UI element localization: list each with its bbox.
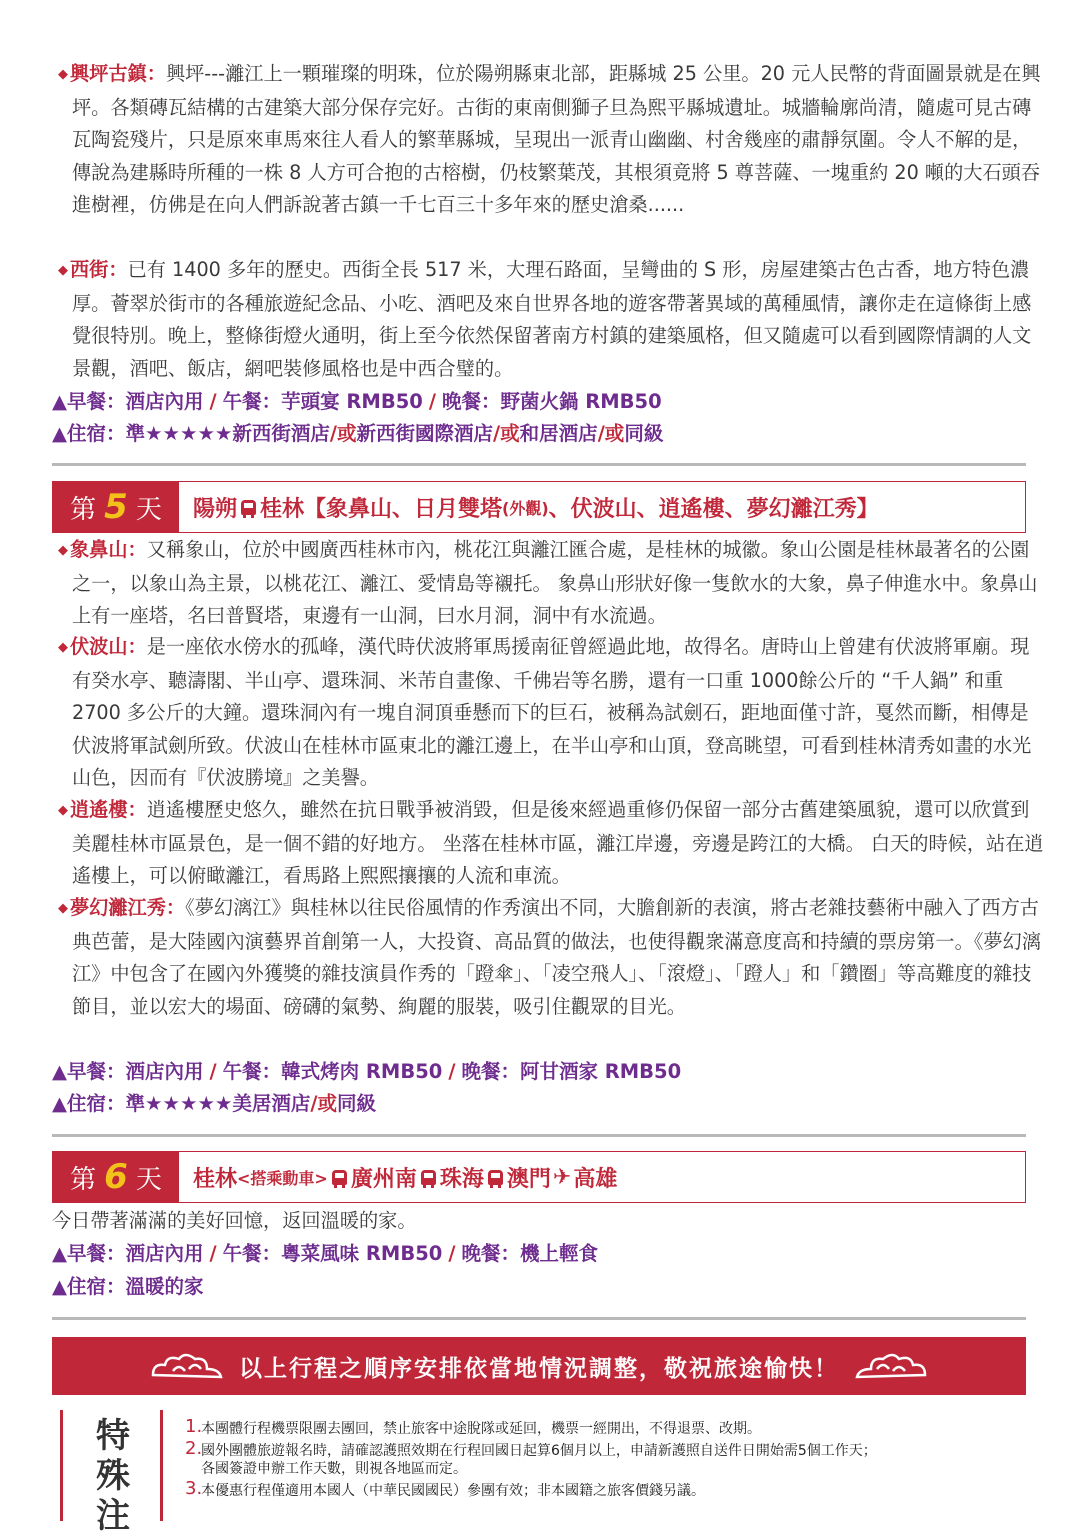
meal-dinner: 晚餐：機上輕食 — [461, 1242, 598, 1265]
day-5-header — [52, 481, 1026, 533]
bullet-diamond-icon: ◆ — [58, 901, 68, 916]
stay-or: /或 — [493, 422, 520, 445]
meals-day4: ▲早餐：酒店內用 / 午餐：芋頭宴 RMB50 / 晚餐：野菌火鍋 RMB50 — [52, 390, 662, 413]
divider — [52, 1317, 1026, 1320]
attraction-heading: 夢幻灕江秀： — [70, 896, 186, 919]
stay-day4 — [52, 418, 663, 446]
meal-dinner: 晚餐：阿甘酒家 RMB50 — [461, 1060, 682, 1083]
day-number: 6 — [104, 1157, 128, 1197]
attraction-text: 逍遙樓歷史悠久，雖然在抗日戰爭被消毀，但是後來經過重修仍保留一部分古舊建築風貌，還可以欣賞到美麗桂林市區景色，是一個不錯的好地方。 坐落在桂林市區，灕江岸邊，旁邊是跨江的大橋。 白天的時候，站在逍遙樓上，可以俯瞰灕江，看馬路上熙熙攘攘的人流和車流。 — [72, 798, 1044, 887]
special-notes-list — [185, 1416, 877, 1504]
route-stop: 桂林 — [193, 1166, 238, 1192]
item-number: 1. — [185, 1416, 203, 1437]
day-label-prefix: 第 — [70, 494, 97, 525]
stay-day5 — [52, 1088, 376, 1116]
attraction-xiaoyao — [52, 794, 1047, 893]
meal-dinner: 晚餐：野菌火鍋 RMB50 — [441, 390, 662, 413]
stay-hotel-alt: 和居酒店 — [519, 422, 598, 445]
meal-lunch: 午餐：韓式烤肉 RMB50 — [222, 1060, 443, 1083]
special-border-left — [60, 1410, 63, 1521]
attraction-xiangbi — [52, 534, 1047, 633]
special-border-mid — [160, 1410, 163, 1521]
route-stop: 桂林【象鼻山、日月雙塔 — [260, 496, 503, 522]
special-notes — [60, 1410, 1026, 1536]
bus-icon — [241, 500, 256, 515]
meal-breakfast: ▲早餐：酒店內用 — [52, 1060, 204, 1083]
meals-day6: ▲早餐：酒店內用 / 午餐：粵菜風味 RMB50 / 晚餐：機上輕食 — [52, 1242, 598, 1265]
attraction-xijie — [52, 254, 1047, 385]
day-6-note: 今日帶著滿滿的美好回憶，返回溫暖的家。 — [52, 1209, 417, 1232]
closing-banner — [52, 1337, 1026, 1395]
airplane-icon: ✈ — [552, 1164, 572, 1190]
day-6-header — [52, 1151, 1026, 1203]
item-number: 3. — [185, 1478, 203, 1499]
item-number: 2. — [185, 1438, 203, 1459]
stay-hotel-alt: 新西街國際酒店 — [356, 422, 494, 445]
bullet-diamond-icon: ◆ — [58, 263, 68, 278]
bus-icon — [488, 1170, 503, 1185]
stay-hotel: ▲住宿：準★★★★★新西街酒店 — [52, 422, 330, 445]
attraction-text: 又稱象山，位於中國廣西桂林市內，桃花江與灕江匯合處，是桂林的城徽。象山公園是桂林最著名的公園之一，以象山為主景，以桃花江、灕江、愛情島等襯托。 象鼻山形狀好像一隻飲水的大象，鼻子伸進水中。象鼻山上有一座塔，名曰普賢塔，東邊有一山洞，曰水月洞，洞中有水流過。 — [72, 538, 1038, 627]
attraction-text: 已有 1400 多年的歷史。西街全長 517 米，大理石路面，呈彎曲的 S 形，房屋建築古色古香，地方特色濃厚。薈翠於街市的各種旅遊紀念品、小吃、酒吧及來自世界各地的遊客帶著異域的萬種風情，讓你走在這條街上感覺很特別。晚上，整條街燈火通明，街上至今依然保留著南方村鎮的建築風格，但又隨處可以看到國際情調的人文景觀，酒吧、飯店，網吧裝修風格也是中西合璧的。 — [72, 258, 1032, 380]
route-note: (外觀) — [502, 498, 549, 518]
day-label-suffix: 天 — [135, 494, 162, 525]
bus-icon — [332, 1170, 347, 1185]
day-label-suffix: 天 — [135, 1164, 162, 1195]
bullet-diamond-icon: ◆ — [58, 803, 68, 818]
list-item — [185, 1478, 877, 1500]
route-stop: 廣州南 — [350, 1166, 417, 1192]
attraction-heading: 興坪古鎮： — [70, 62, 166, 85]
attraction-heading: 伏波山： — [70, 635, 147, 658]
item-text-cont: 各國簽證申辦工作天數，則視各地區而定。 — [201, 1461, 467, 1477]
attraction-xingping — [52, 58, 1047, 222]
day-route-title — [193, 1152, 617, 1202]
meals-day5: ▲早餐：酒店內用 / 午餐：韓式烤肉 RMB50 / 晚餐：阿甘酒家 RMB50 — [52, 1060, 682, 1083]
stay-equivalent: 同級 — [337, 1092, 377, 1115]
item-text: 本團體行程機票限團去團回，禁止旅客中途脫隊或延回，機票一經開出，不得退票、改期。 — [201, 1421, 761, 1437]
route-note: <搭乘動車> — [237, 1168, 328, 1188]
stay-or: /或 — [597, 422, 625, 445]
route-stop: 澳門 — [506, 1166, 551, 1192]
bus-icon — [421, 1170, 436, 1185]
day-badge — [53, 1152, 179, 1202]
route-stop: 陽朔 — [193, 496, 238, 522]
stay-or: /或 — [310, 1092, 338, 1115]
attraction-heading: 逍遙樓： — [70, 798, 147, 821]
attraction-menghuan — [52, 892, 1047, 1023]
stay-home: ▲住宿：溫暖的家 — [52, 1275, 204, 1298]
cloud-ornament-right-icon — [851, 1349, 929, 1383]
cloud-ornament-left-icon — [149, 1349, 227, 1383]
list-item — [185, 1438, 877, 1478]
meal-lunch: 午餐：粵菜風味 RMB50 — [222, 1242, 443, 1265]
bullet-diamond-icon: ◆ — [58, 640, 68, 655]
meal-lunch: 午餐：芋頭宴 RMB50 — [222, 390, 423, 413]
day-number: 5 — [104, 487, 128, 527]
bullet-diamond-icon: ◆ — [58, 543, 68, 558]
stay-equivalent: 同級 — [624, 422, 664, 445]
day-route-title — [193, 482, 879, 532]
item-text: 本優惠行程僅適用本國人（中華民國國民）參團有效；非本國籍之旅客價錢另議。 — [201, 1483, 705, 1499]
bullet-diamond-icon: ◆ — [58, 67, 68, 82]
stay-hotel: ▲住宿：準★★★★★美居酒店 — [52, 1092, 311, 1115]
stay-or: /或 — [329, 422, 357, 445]
attraction-text: 興坪---灕江上一顆璀璨的明珠，位於陽朔縣東北部，距縣城 25 公里。20 元人民幣的背面圖景就是在興坪。各類磚瓦結構的古建築大部分保存完好。古街的東南側獅子旦為熙平縣城遺址。城牆輪廓尚清，隨處可見古磚瓦陶瓷殘片，只是原來車馬來往人看人的繁華縣城，呈現出一派青山幽幽、村舍幾座的肅靜氛圍。令人不解的是，傳說為建縣時所種的一株 8 人方可合抱的古榕樹，仍枝繁葉茂，其根須竟將 5 尊菩薩、一塊重約 20 噸的大石頭吞進樹裡，仿佛是在向人們訴說著古鎮一千七百三十多年來的歷史滄桑...... — [72, 62, 1041, 216]
closing-banner-text: 以上行程之順序安排依當地情況調整，敬祝旅途愉快！ — [239, 1355, 839, 1382]
day-label-prefix: 第 — [70, 1164, 97, 1195]
list-item — [185, 1416, 877, 1438]
route-stop: 、伏波山、逍遙樓、夢幻灕江秀】 — [548, 496, 879, 522]
attraction-text: 《夢幻漓江》與桂林以往民俗風情的作秀演出不同，大膽創新的表演，將古老雜技藝術中融入了西方古典芭蕾，是大陸國內演藝界首創第一人，大投資、高品質的做法，也使得觀衆滿意度高和持續的票房第一。《夢幻漓江》中包含了在國內外獲獎的雜技演員作秀的「蹬傘」、「凌空飛人」、「滾燈」、「蹬人」和「鑽圈」等高難度的雜技節目，並以宏大的場面、磅礴的氣勢、絢麗的服裝，吸引住觀眾的目光。 — [72, 896, 1041, 1018]
day-badge — [53, 482, 179, 532]
meal-breakfast: ▲早餐：酒店內用 — [52, 1242, 204, 1265]
route-stop: 高雄 — [573, 1166, 618, 1192]
special-notes-label: 特殊注 — [96, 1416, 130, 1536]
meal-breakfast: ▲早餐：酒店內用 — [52, 390, 204, 413]
item-text: 國外團體旅遊報名時，請確認護照效期在行程回國日起算6個月以上，申請新護照自送件日開始需5個工作天； — [201, 1443, 877, 1459]
attraction-heading: 西街： — [70, 258, 128, 281]
attraction-text: 是一座依水傍水的孤峰，漢代時伏波將軍馬援南征曾經過此地，故得名。唐時山上曾建有伏波將軍廟。現有癸水亭、聽濤閣、半山亭、還珠洞、米芾自畫像、千佛岩等名勝，還有一口重 1000餘公斤的 “千人鍋” 和重 2700 多公斤的大鐘。還珠洞內有一塊自洞頂垂懸而下的巨石，被稱為試劍石，距地面僅寸許，戛然而斷，相傳是伏波將軍試劍所致。伏波山在桂林市區東北的灕江邊上，在半山亭和山頂，登高眺望，可看到桂林清秀如畫的水光山色，因而有『伏波勝境』之美譽。 — [72, 635, 1032, 789]
route-stop: 珠海 — [439, 1166, 484, 1192]
attraction-heading: 象鼻山： — [70, 538, 147, 561]
attraction-fubo — [52, 631, 1047, 795]
stay-day6 — [52, 1271, 204, 1299]
divider — [52, 1134, 1026, 1137]
divider — [52, 463, 1026, 466]
